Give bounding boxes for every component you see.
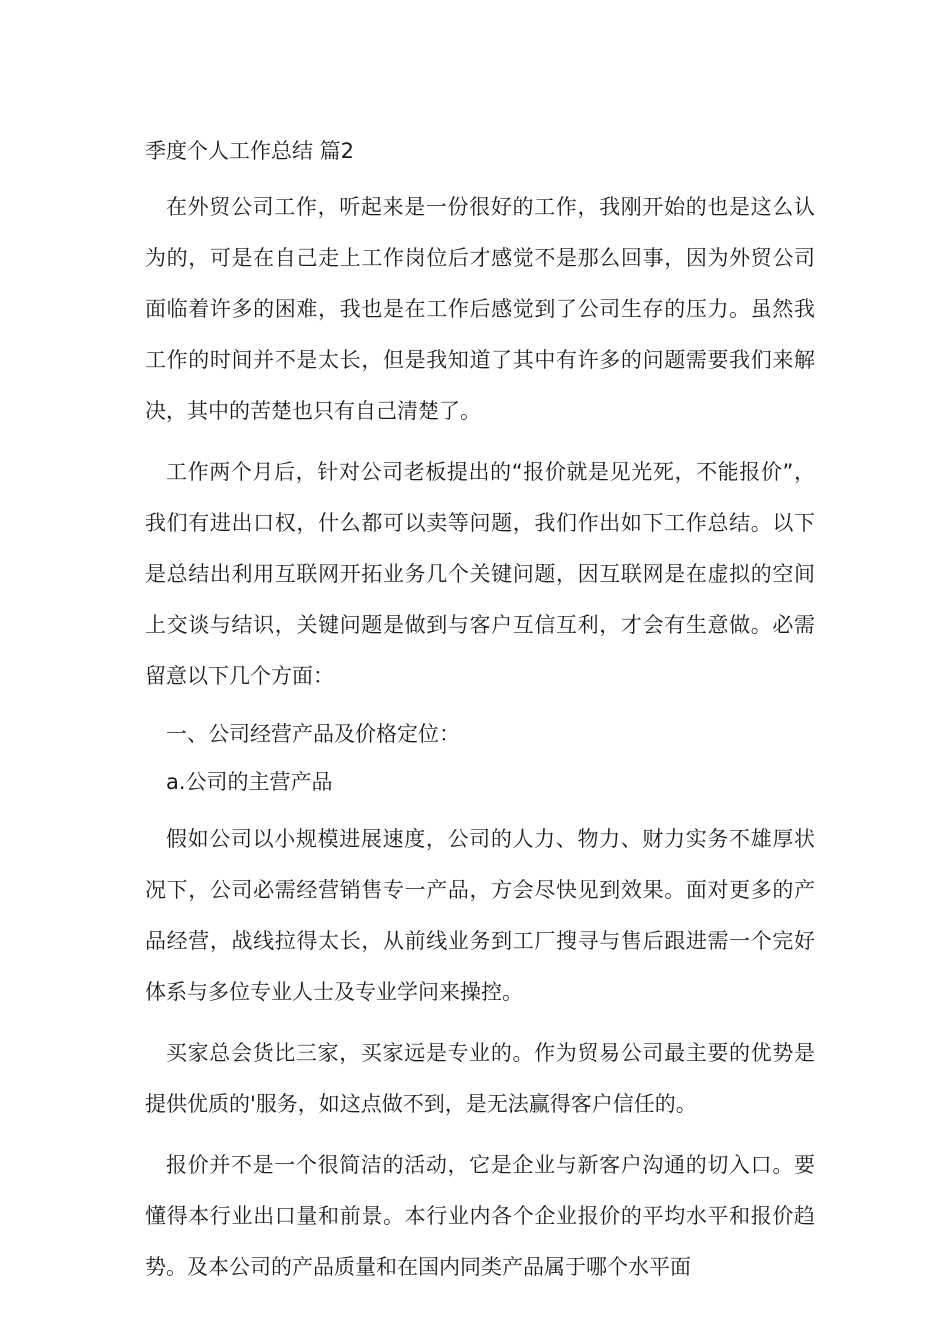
paragraph-main-product: 假如公司以小规模进展速度，公司的人力、物力、财力实务不雄厚状况下，公司必需经营销售专一产品，方会尽快见到效果。面对更多的产品经营，战线拉得太长，从前线业务到工厂搜寻与售后跟进需一个完好体系与多位专业人士及专业学问来操控。 bbox=[145, 827, 815, 1004]
document-body bbox=[145, 182, 815, 1303]
paragraph-intro: 在外贸公司工作，听起来是一份很好的工作，我刚开始的也是这么认为的，可是在自己走上工作岗位后才感觉不是那么回事，因为外贸公司面临着许多的困难，我也是在工作后感觉到了公司生存的压力。虽然我工作的时间并不是太长，但是我知道了其中有许多的问题需要我们来解决，其中的苦楚也只有自己清楚了。 bbox=[145, 195, 815, 423]
paragraph-quotation: 报价并不是一个很简洁的活动，它是企业与新客户沟通的切入口。要懂得本行业出口量和前景。本行业内各个企业报价的平均水平和报价趋势。及本公司的产品质量和在国内同类产品属于哪个水平面 bbox=[145, 1153, 815, 1279]
subsection-heading: a.公司的主营产品 bbox=[166, 770, 333, 794]
document-title: 季度个人工作总结 篇2 bbox=[145, 139, 355, 163]
section-heading: 一、公司经营产品及价格定位： bbox=[166, 722, 460, 746]
paragraph-buyers: 买家总会货比三家，买家远是专业的。作为贸易公司最主要的优势是提供优质的'服务，如这点做不到，是无法赢得客户信任的。 bbox=[145, 1041, 815, 1116]
paragraph-summary: 工作两个月后，针对公司老板提出的“报价就是见光死，不能报价”，我们有进出口权，什么都可以卖等问题，我们作出如下工作总结。以下是总结出利用互联网开拓业务几个关键问题，因互联网是在虚拟的空间上交谈与结识，关键问题是做到与客户互信互利，才会有生意做。必需留意以下几个方面： bbox=[145, 460, 815, 688]
